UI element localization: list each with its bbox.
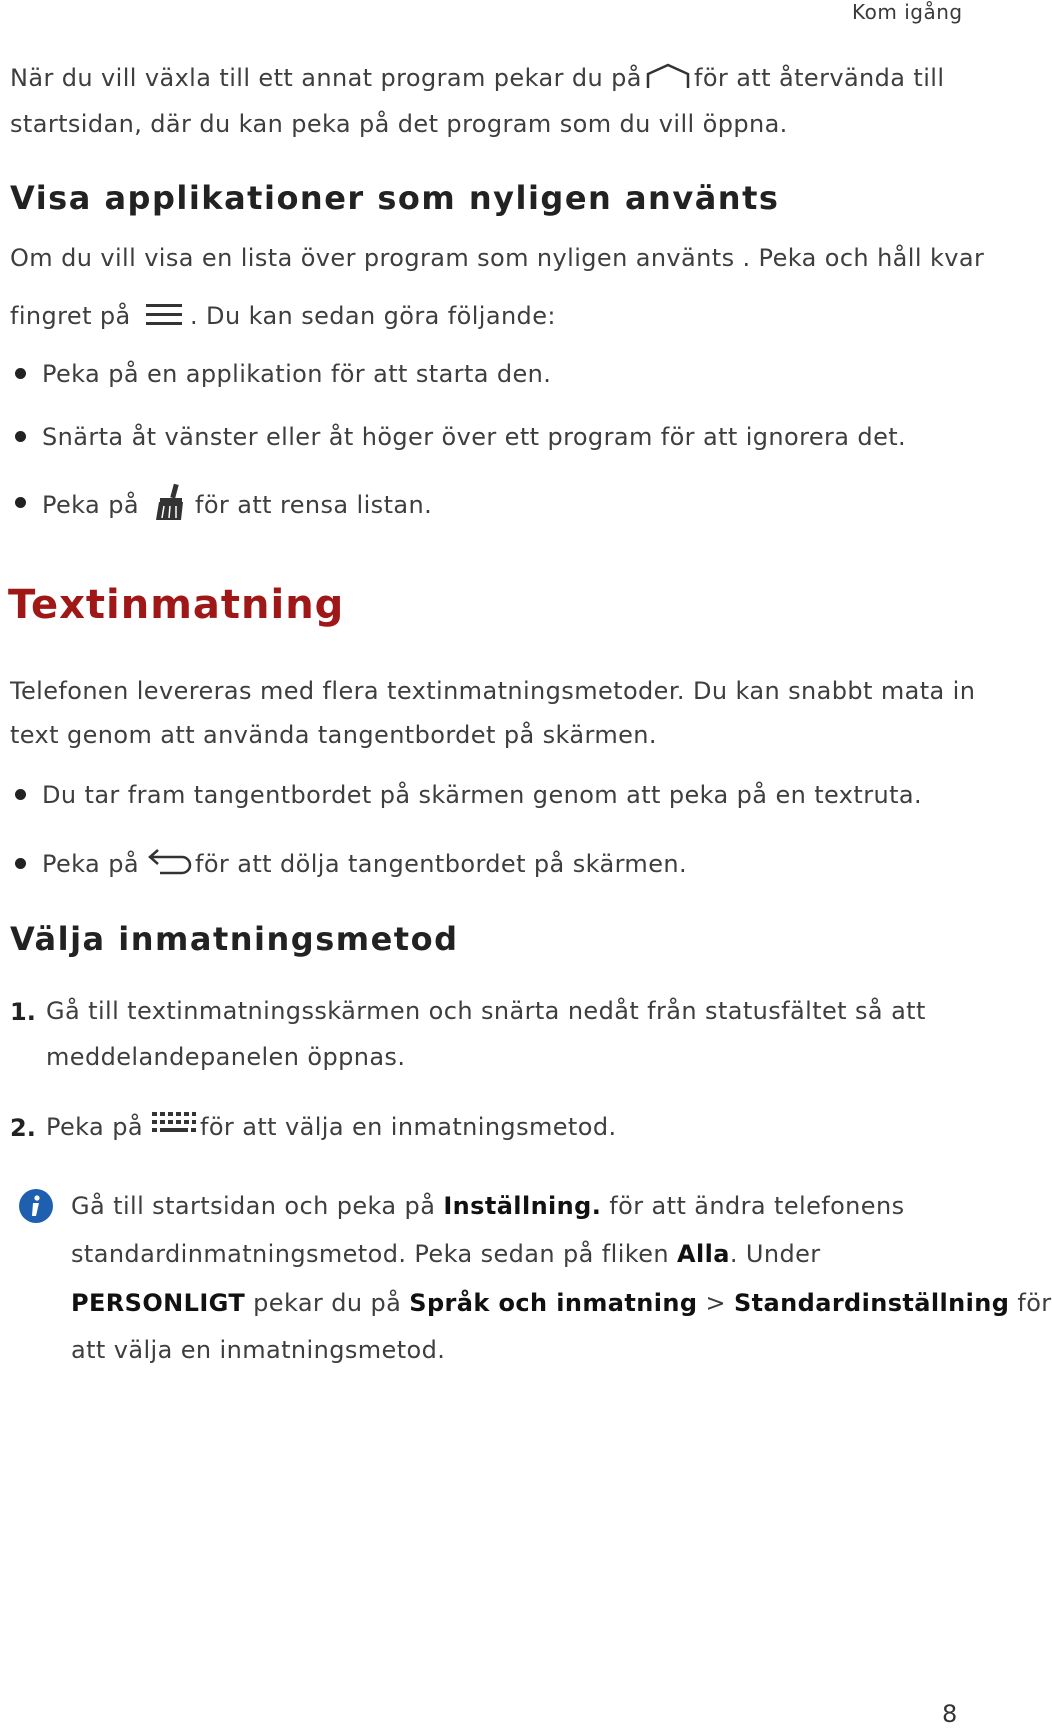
intro-line-2: startsidan, där du kan peka på det program som du vill öppna. (10, 110, 788, 138)
recent-apps-bullet-3b: för att rensa listan. (195, 491, 433, 519)
recent-apps-para-1: Om du vill visa en lista över program som nyligen använts . Peka och håll kvar (10, 244, 985, 272)
note-line-3 (71, 1289, 1052, 1317)
note-text: . Under (729, 1240, 821, 1268)
broom-icon (152, 482, 188, 522)
bullet-dot (15, 431, 26, 442)
text-input-bullet-2a: Peka på (42, 850, 139, 878)
note-line-2 (71, 1240, 821, 1268)
bullet-dot (15, 789, 26, 800)
back-icon (146, 846, 194, 876)
text-input-heading: Textinmatning (8, 582, 345, 628)
note-text: Gå till startsidan och peka på (71, 1192, 436, 1220)
bullet-dot (15, 368, 26, 379)
note-line-4: att välja en inmatningsmetod. (71, 1336, 446, 1364)
note-line-1 (71, 1192, 904, 1220)
recent-apps-bullet-2: Snärta åt vänster eller åt höger över ett program för att ignorera det. (42, 423, 907, 451)
text-input-bullet-1: Du tar fram tangentbordet på skärmen genom att peka på en textruta. (42, 781, 923, 809)
note-separator: > (705, 1289, 726, 1317)
step-2a: Peka på (46, 1113, 143, 1141)
intro-line-1b: för att återvända till (694, 64, 945, 92)
step-1-number: 1. (10, 998, 36, 1026)
step-2b: för att välja en inmatningsmetod. (200, 1113, 617, 1141)
note-text: standardinmatningsmetod. Peka sedan på fliken (71, 1240, 670, 1268)
note-emphasis: Alla (677, 1240, 730, 1268)
recent-apps-para-2a: fingret på (10, 302, 131, 330)
note-text: pekar du på (253, 1289, 402, 1317)
section-header: Kom igång (852, 0, 963, 24)
intro-line-1a: När du vill växla till ett annat program pekar du på (10, 64, 642, 92)
recent-apps-bullet-3a: Peka på (42, 491, 139, 519)
bullet-dot (15, 497, 26, 508)
text-input-para-2: text genom att använda tangentbordet på skärmen. (10, 721, 657, 749)
text-input-bullet-2b: för att dölja tangentbordet på skärmen. (195, 850, 688, 878)
recent-apps-para-2b: . Du kan sedan göra följande: (190, 302, 556, 330)
step-1-line-2: meddelandepanelen öppnas. (46, 1043, 406, 1071)
info-icon (18, 1188, 54, 1224)
menu-icon (144, 302, 184, 328)
select-method-heading: Välja inmatningsmetod (10, 920, 459, 958)
bullet-dot (15, 858, 26, 869)
recent-apps-bullet-1: Peka på en applikation för att starta den. (42, 360, 552, 388)
note-emphasis: Inställning. (443, 1192, 602, 1220)
step-2-number: 2. (10, 1114, 36, 1142)
step-1-line-1: Gå till textinmatningsskärmen och snärta nedåt från statusfältet så att (46, 997, 926, 1025)
note-emphasis: Standardinställning (734, 1289, 1010, 1317)
note-emphasis: PERSONLIGT (71, 1289, 246, 1317)
home-icon (644, 62, 692, 92)
note-emphasis: Språk och inmatning (409, 1289, 698, 1317)
recent-apps-heading: Visa applikationer som nyligen använts (10, 179, 780, 217)
page-number: 8 (942, 1700, 958, 1728)
note-text: för (1017, 1289, 1052, 1317)
text-input-para-1: Telefonen levereras med flera textinmatningsmetoder. Du kan snabbt mata in (10, 677, 976, 705)
keyboard-icon (150, 1110, 198, 1138)
note-text: för att ändra telefonens (609, 1192, 905, 1220)
